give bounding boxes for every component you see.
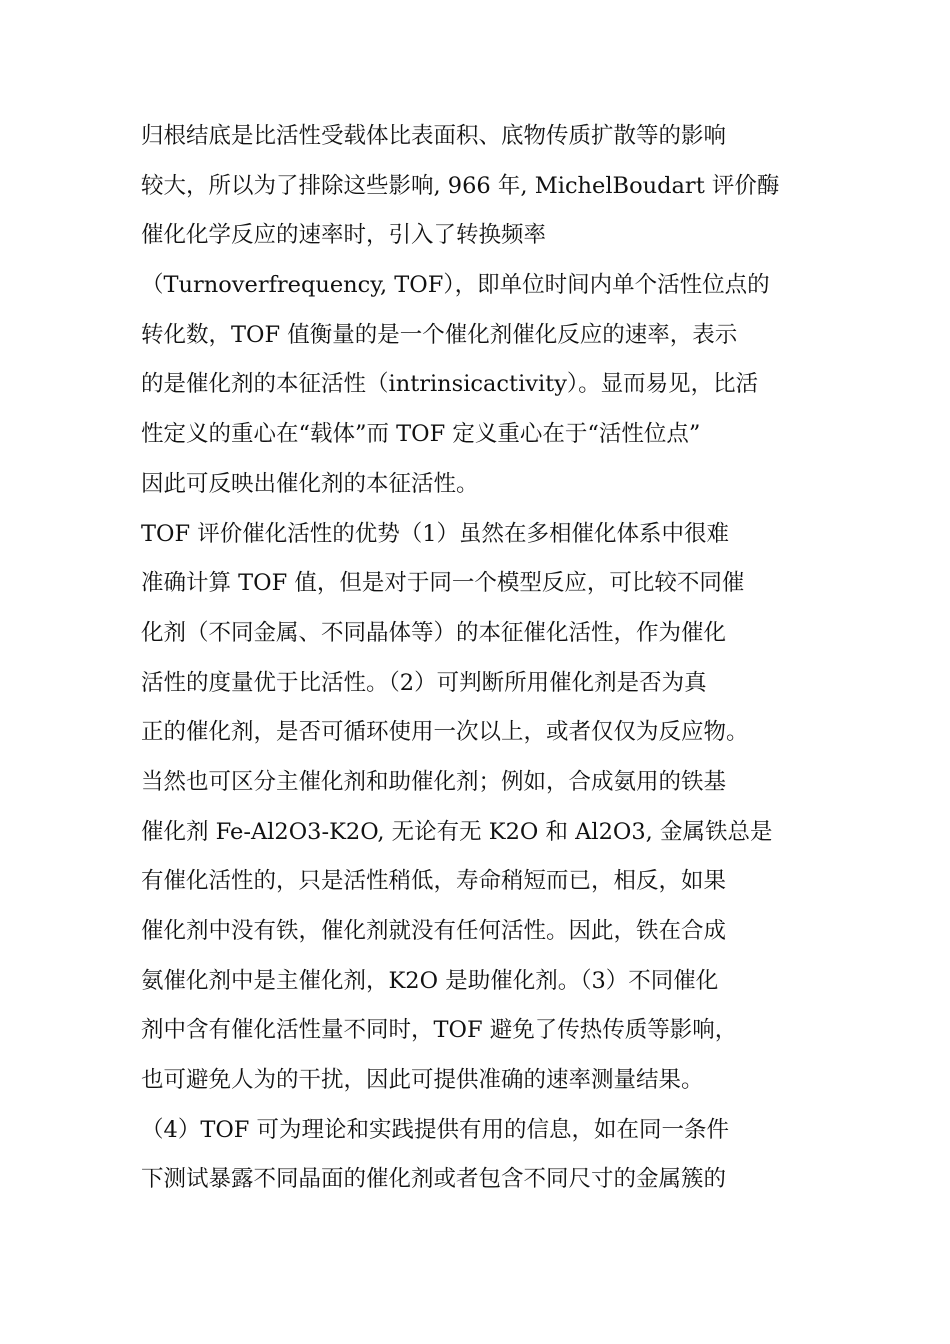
text-line-2: 较大，所以为了排除这些影响, 966 年, MichelBoudart 评价酶: [141, 172, 780, 199]
text-line-11: 化剂（不同金属、不同晶体等）的本征催化活性，作为催化: [141, 619, 727, 646]
text-line-3: 催化化学反应的速率时，引入了转换频率: [141, 222, 547, 249]
text-line-22: 下测试暴露不同晶面的催化剂或者包含不同尺寸的金属簇的: [141, 1166, 727, 1193]
text-line-4: （Turnoverfrequency, TOF），即单位时间内单个活性位点的: [141, 272, 770, 299]
body-text: [141, 112, 841, 1205]
text-line-5: 转化数，TOF 值衡量的是一个催化剂催化反应的速率，表示: [141, 321, 738, 348]
text-line-14: 当然也可区分主催化剂和助催化剂；例如，合成氨用的铁基: [141, 768, 727, 795]
text-line-7: 性定义的重心在“载体”而 TOF 定义重心在于“活性位点”: [141, 421, 701, 448]
text-line-19: 剂中含有催化活性量不同时，TOF 避免了传热传质等影响，: [141, 1017, 738, 1044]
text-line-6: 的是催化剂的本征活性（intrinsicactivity）。显而易见，比活: [141, 371, 759, 398]
text-line-13: 正的催化剂，是否可循环使用一次以上，或者仅仅为反应物。: [141, 719, 749, 746]
text-line-8: 因此可反映出催化剂的本征活性。: [141, 470, 479, 497]
text-line-1: 归根结底是比活性受载体比表面积、底物传质扩散等的影响: [141, 123, 727, 149]
text-line-16: 有催化活性的，只是活性稍低，寿命稍短而已，相反，如果: [141, 868, 727, 895]
text-line-10: 准确计算 TOF 值，但是对于同一个模型反应，可比较不同催: [141, 570, 745, 597]
text-line-20: 也可避免人为的干扰，因此可提供准确的速率测量结果。: [141, 1067, 704, 1094]
text-line-17: 催化剂中没有铁，催化剂就没有任何活性。因此，铁在合成: [141, 918, 727, 944]
text-line-15: 催化剂 Fe-Al2O3-K2O, 无论有无 K2O 和 Al2O3, 金属铁总是: [141, 818, 773, 845]
text-line-9: TOF 评价催化活性的优势（1）虽然在多相催化体系中很难: [141, 520, 730, 547]
text-line-18: 氨催化剂中是主催化剂，K2O 是助催化剂。（3）不同催化: [141, 967, 719, 994]
text-line-12: 活性的度量优于比活性。（2）可判断所用催化剂是否为真: [141, 669, 707, 696]
text-line-21: （4）TOF 可为理论和实践提供有用的信息，如在同一条件: [141, 1116, 730, 1143]
